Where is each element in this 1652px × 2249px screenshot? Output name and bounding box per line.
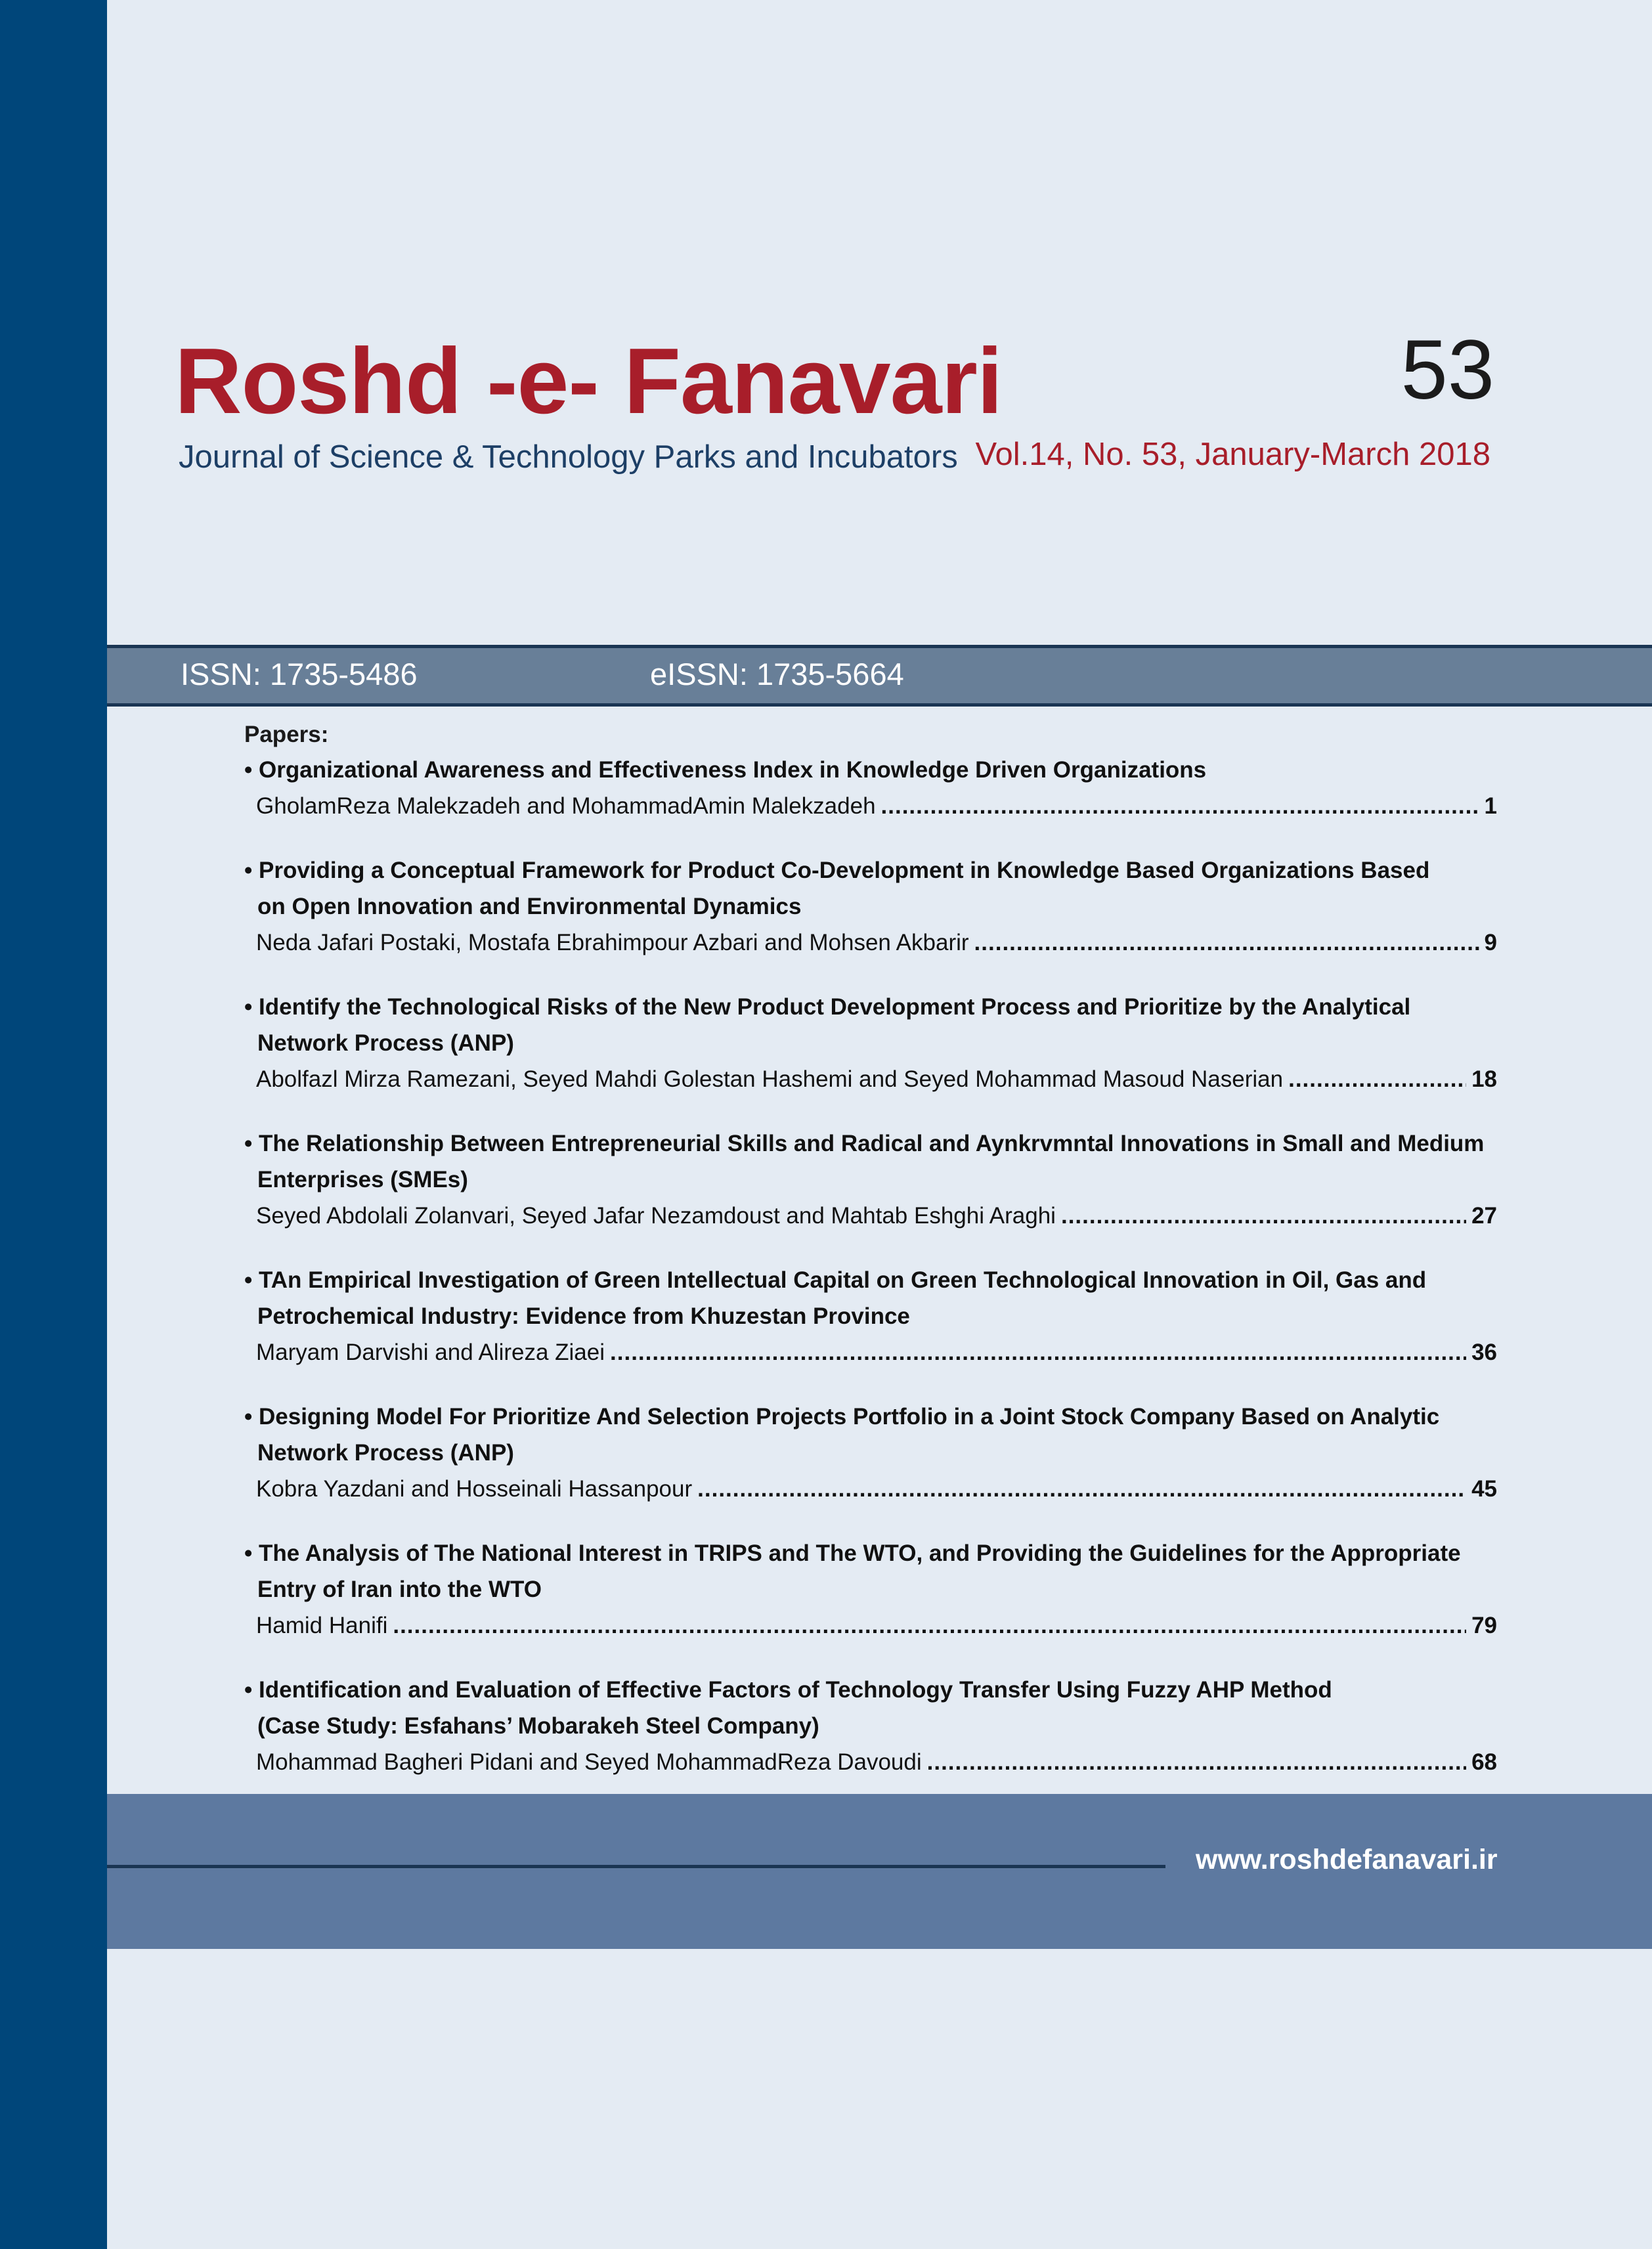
paper-page: 1 [1484,793,1497,819]
paper-title-line: Enterprises (SMEs) [257,1167,468,1192]
paper-authors-row [244,1334,1497,1370]
papers-heading: Papers: [244,722,329,747]
cover-spine [0,0,107,2249]
paper-title [244,852,1497,925]
dot-leader [393,1607,1466,1644]
eissn: eISSN: 1735-5664 [650,657,904,691]
paper-item [244,989,1497,1097]
paper-item [244,1672,1497,1780]
paper-authors-row [244,925,1497,961]
bullet-icon: • [244,1540,253,1566]
paper-title-line: Entry of Iran into the WTO [257,1577,542,1602]
paper-title [244,1672,1497,1744]
paper-authors-row [244,1061,1497,1097]
paper-page: 79 [1471,1613,1497,1638]
issn-bar [107,645,1652,707]
paper-title-line: • The Analysis of The National Interest in TRIPS and The WTO, and Providing the Guidelines for the Appropriate [244,1535,1497,1571]
paper-authors: Kobra Yazdani and Hosseinali Hassanpour [256,1476,693,1502]
paper-title-line: • Designing Model For Prioritize And Selection Projects Portfolio in a Joint Stock Company Based on Analytic [244,1399,1497,1435]
paper-authors: Seyed Abdolali Zolanvari, Seyed Jafar Nezamdoust and Mahtab Eshghi Araghi [256,1203,1056,1229]
issue-info: Vol.14, No. 53, January-March 2018 [975,437,1490,472]
paper-item [244,1262,1497,1370]
bullet-icon: • [244,858,253,883]
paper-title-line: Petrochemical Industry: Evidence from Khuzestan Province [257,1303,910,1329]
paper-title-line: Network Process (ANP) [257,1440,514,1466]
dot-leader [974,925,1479,961]
issue-number: 53 [1401,323,1494,417]
paper-item [244,1535,1497,1644]
paper-title-line: • Identification and Evaluation of Effective Factors of Technology Transfer Using Fuzzy AHP Method [244,1672,1497,1708]
dot-leader [697,1471,1466,1507]
paper-item [244,752,1497,824]
paper-title-line: Network Process (ANP) [257,1030,514,1056]
paper-page: 36 [1471,1340,1497,1365]
paper-title-line: • Organizational Awareness and Effectiveness Index in Knowledge Driven Organizations [244,752,1497,788]
bullet-icon: • [244,757,253,783]
website-link[interactable]: www.roshdefanavari.ir [1196,1844,1498,1875]
dot-leader [881,788,1479,824]
bullet-icon: • [244,994,253,1020]
paper-authors: Hamid Hanifi [256,1613,388,1638]
bullet-icon: • [244,1404,253,1430]
paper-title [244,1125,1497,1198]
paper-item [244,1399,1497,1507]
paper-authors: Mohammad Bagheri Pidani and Seyed MohammadReza Davoudi [256,1749,922,1775]
paper-title-line: (Case Study: Esfahans’ Mobarakeh Steel Company) [257,1713,819,1739]
paper-title [244,1399,1497,1471]
bullet-icon: • [244,1267,253,1293]
paper-page: 45 [1471,1476,1497,1502]
paper-item [244,852,1497,961]
dot-leader [927,1744,1466,1780]
paper-title [244,1262,1497,1334]
paper-title-line: • Providing a Conceptual Framework for Product Co-Development in Knowledge Based Organizations Based [244,852,1497,888]
paper-title [244,752,1497,788]
paper-title [244,1535,1497,1607]
paper-authors: Neda Jafari Postaki, Mostafa Ebrahimpour Azbari and Mohsen Akbarir [256,930,969,955]
paper-title [244,989,1497,1061]
paper-authors-row [244,1607,1497,1644]
footer-divider [107,1865,1165,1868]
footer-band [107,1794,1652,1949]
paper-authors-row [244,1744,1497,1780]
paper-page: 9 [1484,930,1497,955]
bullet-icon: • [244,1677,253,1703]
paper-title-line: • The Relationship Between Entrepreneurial Skills and Radical and Aynkrvmntal Innovations in Small and Medium [244,1125,1497,1162]
dot-leader [610,1334,1466,1370]
paper-authors-row [244,1198,1497,1234]
journal-title: Roshd -e- Fanavari [175,329,1003,433]
bullet-icon: • [244,1131,253,1156]
dot-leader [1061,1198,1466,1234]
paper-authors: GholamReza Malekzadeh and MohammadAmin Malekzadeh [256,793,876,819]
paper-page: 68 [1471,1749,1497,1775]
paper-authors: Maryam Darvishi and Alireza Ziaei [256,1340,605,1365]
paper-title-line: on Open Innovation and Environmental Dynamics [257,894,802,919]
paper-title-line: • Identify the Technological Risks of the New Product Development Process and Prioritize by the Analytical [244,989,1497,1025]
issn: ISSN: 1735-5486 [181,657,418,691]
paper-page: 27 [1471,1203,1497,1229]
journal-subtitle: Journal of Science & Technology Parks and Incubators [179,439,958,475]
paper-authors-row [244,788,1497,824]
paper-item [244,1125,1497,1234]
paper-authors-row [244,1471,1497,1507]
paper-page: 18 [1471,1066,1497,1092]
paper-title-line: • TAn Empirical Investigation of Green Intellectual Capital on Green Technological Innovation in Oil, Gas and [244,1262,1497,1298]
dot-leader [1288,1061,1466,1097]
papers-list [244,718,1497,1808]
paper-authors: Abolfazl Mirza Ramezani, Seyed Mahdi Golestan Hashemi and Seyed Mohammad Masoud Naserian [256,1066,1284,1092]
